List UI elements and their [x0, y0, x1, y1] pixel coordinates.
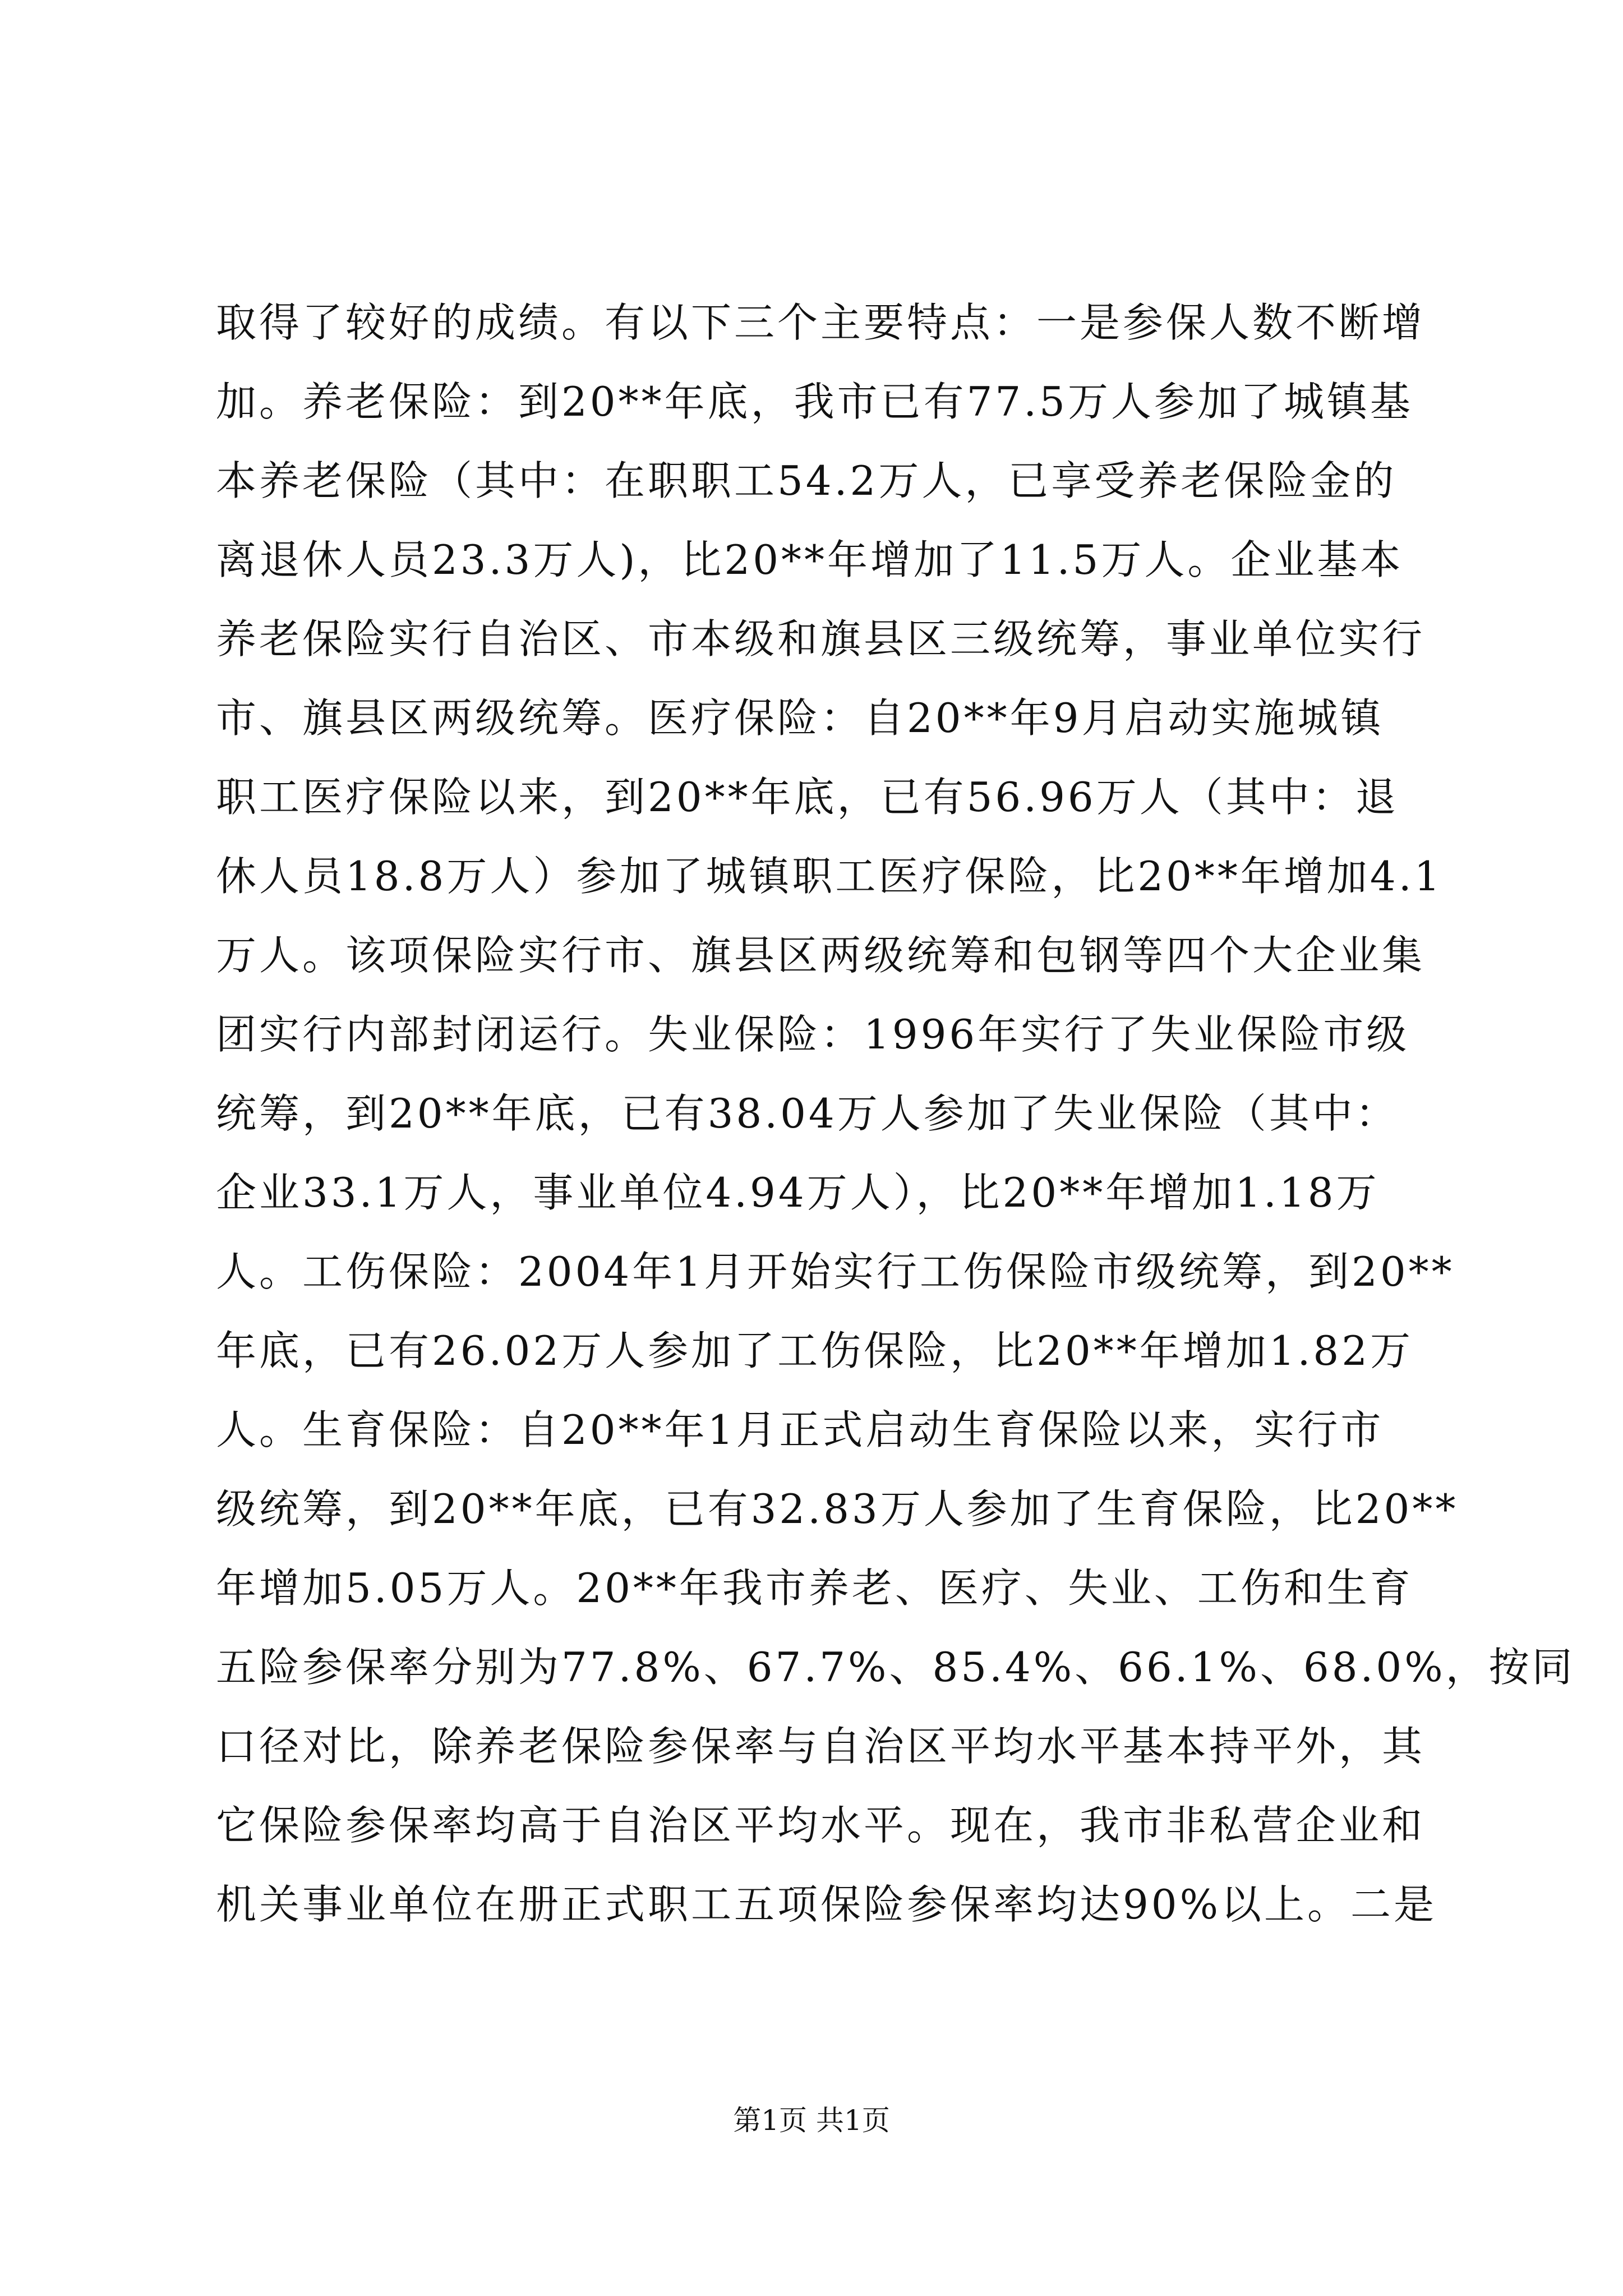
page-footer: 第1页 共1页	[733, 2104, 890, 2137]
text-line: 养老保险实行自治区、市本级和旗县区三级统筹，事业单位实行	[216, 615, 1426, 662]
text-line: 职工医疗保险以来，到20**年底，已有56.96万人（其中：退	[216, 774, 1399, 821]
text-line: 人。工伤保险：2004年1月开始实行工伤保险市级统筹，到20**	[216, 1248, 1455, 1295]
text-line: 五险参保率分别为77.8%、67.7%、85.4%、66.1%、68.0%，按同	[216, 1644, 1575, 1691]
text-line: 本养老保险（其中：在职职工54.2万人，已享受养老保险金的	[216, 457, 1397, 504]
text-line: 市、旗县区两级统筹。医疗保险：自20**年9月启动实施城镇	[216, 694, 1384, 742]
text-line: 休人员18.8万人）参加了城镇职工医疗保险，比20**年增加4.1	[216, 853, 1443, 900]
text-line: 取得了较好的成绩。有以下三个主要特点：一是参保人数不断增	[216, 299, 1426, 346]
document-body	[216, 283, 1575, 1944]
text-line: 人。生育保险：自20**年1月正式启动生育保险以来，实行市	[216, 1406, 1384, 1453]
text-line: 企业33.1万人，事业单位4.94万人），比20**年增加1.18万	[216, 1169, 1380, 1216]
text-line: 加。养老保险：到20**年底，我市已有77.5万人参加了城镇基	[216, 378, 1413, 425]
text-line: 年增加5.05万人。20**年我市养老、医疗、失业、工伤和生育	[216, 1565, 1413, 1612]
text-line: 离退休人员23.3万人)，比20**年增加了11.5万人。企业基本	[216, 536, 1404, 583]
text-line: 统筹，到20**年底，已有38.04万人参加了失业保险（其中：	[216, 1090, 1399, 1137]
text-line: 机关事业单位在册正式职工五项保险参保率均达90%以上。二是	[216, 1881, 1437, 1928]
text-line: 它保险参保率均高于自治区平均水平。现在，我市非私营企业和	[216, 1802, 1426, 1849]
text-line: 团实行内部封闭运行。失业保险：1996年实行了失业保险市级	[216, 1011, 1410, 1058]
text-line: 万人。该项保险实行市、旗县区两级统筹和包钢等四个大企业集	[216, 932, 1426, 979]
text-line: 口径对比，除养老保险参保率与自治区平均水平基本持平外，其	[216, 1723, 1426, 1770]
text-line: 级统筹，到20**年底，已有32.83万人参加了生育保险，比20**	[216, 1485, 1459, 1533]
text-line: 年底，已有26.02万人参加了工伤保险，比20**年增加1.82万	[216, 1327, 1414, 1374]
